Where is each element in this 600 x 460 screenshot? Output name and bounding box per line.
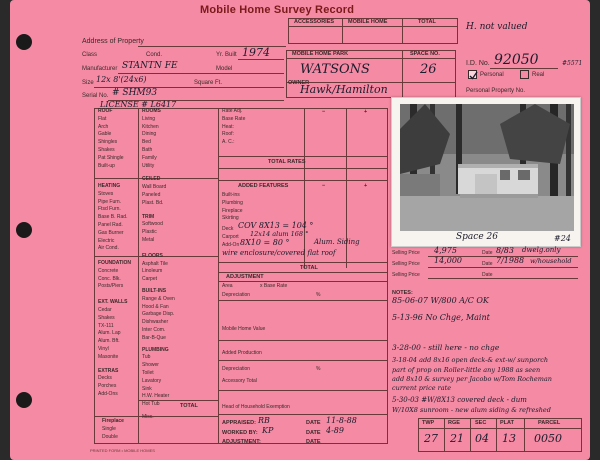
parcel-header-twp: TWP xyxy=(422,420,435,426)
note-line-9: W/10X8 sunroom - new alum siding & refreshed xyxy=(392,406,551,414)
id-value: 92050 xyxy=(494,52,539,68)
side-number: #5571 xyxy=(562,60,583,67)
features-list: Built-ins Plumbing Fireplace Skirting xyxy=(222,192,243,222)
check-icon xyxy=(469,71,478,80)
selling-price-label-1: Selling Price xyxy=(392,250,420,256)
worked-value: KP xyxy=(262,426,274,435)
misc-label: Misc. xyxy=(142,414,154,420)
depreciation-label: Depreciation xyxy=(222,292,251,298)
date-label-3: DATE xyxy=(306,439,321,445)
mobile-home-photo-image xyxy=(400,104,574,231)
personal-prop-label: Personal Property No. xyxy=(466,88,526,94)
owner-label: OWNER xyxy=(288,80,310,86)
form-title: Mobile Home Survey Record xyxy=(200,4,355,16)
carport-value: 12x14 alum 168 ° xyxy=(250,230,309,238)
parcel-sec: 04 xyxy=(475,432,489,445)
extra-note: wire enclosure/covered flat roof xyxy=(222,249,336,257)
space-label: SPACE NO. xyxy=(410,51,440,57)
accessories-header: ACCESSORIES xyxy=(294,19,335,25)
base-rate-label: x Base Rate xyxy=(260,283,288,289)
deck-value: COV 8X13 = 104 ° xyxy=(238,221,314,230)
personal-checkbox[interactable] xyxy=(468,70,477,79)
date-value-2: 4-89 xyxy=(326,426,344,435)
alum-note: Alum. Siding xyxy=(314,238,360,246)
roof-section: ROOF Flat Arch Gable Shingles Shakes Pat Shingle Built-up xyxy=(98,108,124,169)
space-value: 26 xyxy=(420,62,437,77)
selling-price-2: 14,000 xyxy=(434,256,462,265)
plus-header-2: + xyxy=(364,183,368,189)
date-label-1: DATE xyxy=(306,420,321,426)
minus-header: − xyxy=(322,109,326,115)
sale-note-2: w/household xyxy=(530,257,572,265)
foundation-section: FOUNDATION Concrete Conc. Blk. Posts/Piers EXT. WALLS Cedar Shakes TX-111 Alum. Lap Alum. Bft. Vinyl Masonite EXTRAS Decks Porches Add-Ons xyxy=(98,260,131,397)
parcel-number: 0050 xyxy=(534,432,562,445)
selling-price-label-3: Selling Price xyxy=(392,272,420,278)
date-value-1: 11-8-88 xyxy=(326,416,357,425)
rate-section: Rate Adj. Base Rate Heat: Roof: A. C.: xyxy=(222,108,246,146)
date-label-sale-1: Date xyxy=(482,250,493,256)
id-label: I.D. No. xyxy=(466,60,490,67)
binder-hole xyxy=(16,34,32,50)
adjustment-label: ADJUSTMENT xyxy=(226,274,264,280)
real-label: Real xyxy=(532,72,545,78)
parcel-header-parcel: PARCEL xyxy=(538,420,561,426)
form-footer: PRINTED FORM • MOBILE HOMES xyxy=(90,448,155,453)
class-label: Class xyxy=(82,52,98,58)
mobile-home-value-label: Mobile Home Value xyxy=(222,326,266,332)
note-line-7: current price rate xyxy=(392,384,452,392)
plus-header: + xyxy=(364,109,368,115)
sale-date-1: 8/83 xyxy=(496,246,514,255)
depreciation-label-2: Depreciation xyxy=(222,366,251,372)
manufacturer-value: STANTN FE xyxy=(122,61,178,71)
added-features-label: ADDED FEATURES xyxy=(238,183,289,189)
head-household-label: Head of Household Exemption xyxy=(222,404,290,410)
note-line-3: 3-28-00 - still here - no chge xyxy=(392,343,500,352)
fireplace-section: Fireplace Single Double xyxy=(102,418,124,440)
total-header: TOTAL xyxy=(418,19,436,25)
park-label: MOBILE HOME PARK xyxy=(292,51,349,57)
note-line-8: 5-30-03 #W/8X13 covered deck - dum xyxy=(392,396,527,404)
parcel-header-plat: PLAT xyxy=(500,420,514,426)
parcel-header-sec: SEC xyxy=(475,420,487,426)
license-value: LICENSE # L6417 xyxy=(100,100,177,109)
serial-value: # SHM93 xyxy=(112,88,158,98)
photo-number: #24 xyxy=(554,234,571,243)
rooms-section: ROOMS Living Kitchen Dining Bed Bath Family Utility CEILED Wall Board Paneled Plast. Bd. TRIM Softwood Plastic Metal FLOORS Asphalt Tile Linoleum Carpet BUILT-INS Range & Oven Hood & Fan Garbage Disp. Dishwasher Inter Com. Bar-B-Que PLUMBING Tub Shower Toilet Lavatory Sink H.W. Heater Hot Tub xyxy=(142,108,175,408)
date-label-sale-3: Date xyxy=(482,272,493,278)
mid-total-label: TOTAL xyxy=(180,403,198,409)
selling-price-label-2: Selling Price xyxy=(392,261,420,267)
top-note: H. not valued xyxy=(466,22,528,32)
area-label: Area xyxy=(222,283,233,289)
date-label-sale-2: Date xyxy=(482,261,493,267)
binder-hole xyxy=(16,392,32,408)
depreciation-pct-2: % xyxy=(316,366,321,372)
accessory-total-label: Accessory Total xyxy=(222,378,257,384)
notes-label: NOTES: xyxy=(392,290,413,296)
address-label: Address of Property xyxy=(82,38,144,45)
yr-built-label: Yr. Built xyxy=(216,52,237,58)
deck-label: Deck xyxy=(222,226,234,232)
park-value: WATSONS xyxy=(300,62,370,77)
manufacturer-label: Manufacturer xyxy=(82,66,118,72)
survey-card xyxy=(10,0,590,460)
binder-hole xyxy=(16,222,32,238)
total-label: TOTAL xyxy=(300,265,318,271)
mobile-home-header: MOBILE HOME xyxy=(348,19,388,25)
yr-built-value: 1974 xyxy=(242,46,270,59)
size-value: 12x 8'(24x6) xyxy=(96,75,147,84)
real-checkbox[interactable] xyxy=(520,70,529,79)
addon-label: Add-On xyxy=(222,242,240,248)
note-line-1: 85-06-07 W/800 A/C OK xyxy=(392,296,489,305)
mobile-home-photo xyxy=(391,97,581,247)
parcel-header-rge: RGE xyxy=(448,420,460,426)
appraised-value: RB xyxy=(258,416,270,425)
note-line-5: part of prop on Roller-little any 1988 as seen xyxy=(392,366,541,374)
photo-caption: Space 26 xyxy=(456,232,498,242)
cond-label: Cond. xyxy=(146,52,163,58)
minus-header-2: − xyxy=(322,183,326,189)
total-rates-label: TOTAL RATES xyxy=(268,159,306,165)
parcel-rge: 21 xyxy=(450,432,464,445)
serial-label: Serial No. xyxy=(82,93,109,99)
personal-label: Personal xyxy=(480,72,504,78)
worked-label: WORKED BY: xyxy=(222,430,258,436)
appraised-label: APPRAISED: xyxy=(222,420,256,426)
parcel-twp: 27 xyxy=(424,432,438,445)
sale-note-1: dwelg.only xyxy=(522,246,561,254)
owner-value: Hawk/Hamilton xyxy=(300,83,388,96)
square-ft-label: Square Ft. xyxy=(194,80,223,86)
selling-price-1: 4,975 xyxy=(434,246,457,255)
size-label: Size xyxy=(82,80,94,86)
note-line-2: 5-13-96 No Chge, Maint xyxy=(392,313,490,322)
adjustment-footer-label: ADJUSTMENT: xyxy=(222,439,261,445)
carport-label: Carport xyxy=(222,234,239,240)
depreciation-pct: % xyxy=(316,292,321,298)
parcel-plat: 13 xyxy=(502,432,516,445)
model-label: Model xyxy=(216,66,233,72)
date-label-2: DATE xyxy=(306,430,321,436)
addon-value: 8X10 = 80 ° xyxy=(240,238,290,247)
sale-date-2: 7/1988 xyxy=(496,256,525,265)
added-production-label: Added Production xyxy=(222,350,262,356)
note-line-6: add 8x10 & survey per Jacobo w/Tom Rocheman xyxy=(392,375,552,383)
heating-section: HEATING Stoves Pipe Furn. Ftsd Furn. Base B. Rad. Panel Rad. Gas Burner Electric Air Cond. xyxy=(98,183,128,252)
note-line-4: 3-18-04 add 8x16 open deck-& ext-w/ sunporch xyxy=(392,356,549,364)
